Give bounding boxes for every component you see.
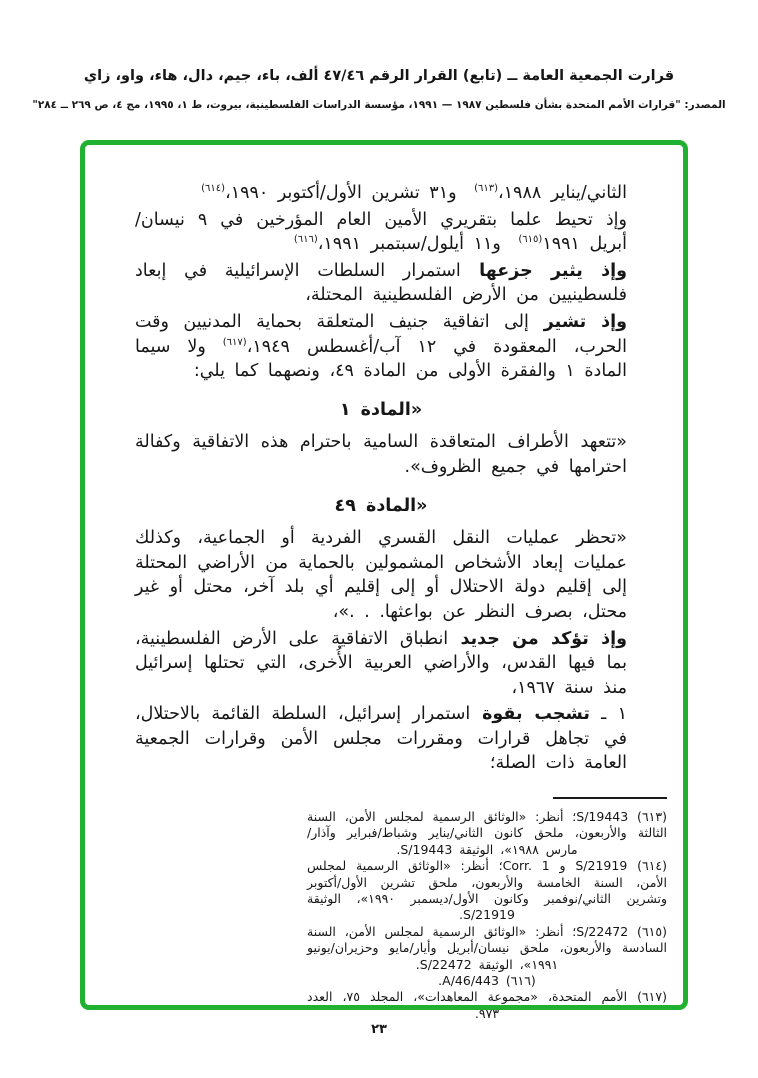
page-header-source: المصدر: "قرارات الأمم المتحدة بشأن فلسطين ١٩٨٧ — ١٩٩١، مؤسسة الدراسات الفلسطينية، بيروت، ط ١، ١٩٩٥، مج ٤، ص ٢٦٩ ــ ٢٨٤" — [32, 99, 726, 111]
footnote — [307, 809, 667, 858]
text-segment: انطباق الاتفاقية على الأرض الفلسطينية، بما فيها القدس، والأراضي العربية الأُخرى، التي تحتلها إسرائيل منذ سنة ١٩٦٧، — [135, 628, 627, 698]
text-segment: A/46/443. — [438, 973, 499, 989]
text-segment: «المادة ٤٩ — [334, 495, 428, 516]
footnote-separator — [553, 797, 667, 799]
text-segment: وإذ يثير جزعها — [460, 260, 627, 281]
footnote — [307, 924, 667, 973]
body-paragraph — [135, 627, 627, 701]
section-heading — [135, 398, 627, 423]
text-segment: و١١ أيلول/سبتمبر ١٩٩١، — [317, 234, 519, 255]
text-segment: S/19443؛ أنظر: «الوثائق الرسمية لمجلس الأمن، السنة الثالثة والأربعون، ملحق كانون الثاني/يناير وشباط/فبراير وآذار/مارس ١٩٨٨»، الوثيقة S/19443. — [307, 809, 667, 857]
footnote-reference: (٦١٦) — [293, 234, 318, 246]
footnote — [307, 973, 667, 989]
body-paragraph — [135, 430, 627, 479]
text-segment: وإذ تؤكد من جديد — [448, 628, 627, 649]
text-segment: S/22472؛ أنظر: «الوثائق الرسمية لمجلس الأمن، السنة السادسة والأربعون، ملحق نيسان/أبريل وأيار/مايو وحزيران/يونيو ١٩٩١»، الوثيقة S/22472. — [307, 923, 667, 972]
footnote-reference: (٦١٧) — [222, 336, 247, 348]
body-paragraph — [135, 526, 627, 624]
body-paragraph — [135, 208, 627, 257]
section-heading — [135, 494, 627, 519]
text-segment: و٣١ تشرين الأول/أكتوبر ١٩٩٠، — [225, 183, 475, 203]
footnote — [307, 989, 667, 1022]
text-segment: الأمم المتحدة، «مجموعة المعاهدات»، المجلد ٧٥، العدد ٩٧٣. — [307, 989, 628, 1021]
green-frame — [80, 140, 688, 1021]
footnote — [307, 858, 667, 924]
text-segment: وإذ تحيط علما بتقريري الأمين العام المؤرخين في ٩ نيسان/أبريل ١٩٩١ — [135, 209, 627, 255]
text-segment: ١ ـ — [589, 704, 627, 725]
text-segment: ولا سيما المادة ١ والفقرة الأولى من المادة ٤٩، ونصهما كما يلي: — [135, 336, 627, 382]
body-paragraph — [135, 702, 627, 776]
text-segment: «المادة ١ — [339, 399, 423, 420]
text-segment: S/21919 و Corr. 1؛ أنظر: «الوثائق الرسمية لمجلس الأمن، السنة الخامسة والأربعون، ملحق تشرين الأول/أكتوبر وتشرين الثاني/نوفمبر وكانون الأول/ديسمبر ١٩٩٠»، الوثيقة S/21919. — [307, 858, 668, 923]
text-segment: تشجب بقوة — [470, 704, 590, 725]
text-segment: وإذ تشير — [528, 311, 628, 332]
text-segment: استمرار إسرائيل، السلطة القائمة بالاحتلال، في تجاهل قرارات ومقررات مجلس الأمن وقرارات الجمعية العامة ذات الصلة؛ — [135, 704, 627, 774]
page-number: ٢٣ — [371, 1022, 387, 1037]
text-segment: «تتعهد الأطراف المتعاقدة السامية باحترام هذه الاتفاقية وكفالة احترامها في جميع الظروف». — [135, 432, 627, 477]
footnote-reference: (٦١٥) — [518, 234, 543, 246]
body-paragraph — [135, 259, 627, 308]
footnote-marker: (٦١٧) — [627, 989, 667, 1005]
footnote-reference: (٦١٤) — [201, 183, 226, 195]
text-segment: إلى اتفاقية جنيف المتعلقة بحماية المدنيين وقت الحرب، المعقودة في ١٢ آب/أغسطس ١٩٤٩، — [135, 311, 627, 357]
text-segment: «تحظر عمليات النقل القسري الفردية أو الجماعية، وكذلك عمليات إبعاد الأشخاص المشمولين بالحماية من الأراضي المحتلة إلى إقليم دولة الاحتلال أو إلى إقليم أي بلد آخر، محتل أو غير محتل، بصرف النظر عن بواعثها. . .»، — [135, 528, 627, 622]
resolution-body — [135, 181, 627, 778]
footnote-marker: (٦١٦) — [498, 973, 536, 989]
page-header-title: قرارت الجمعية العامة ــ (تابع) القرار الرقم ٤٧/٤٦ ألف، باء، جيم، دال، هاء، واو، زاي — [83, 68, 675, 84]
footnote-marker: (٦١٤) — [627, 858, 668, 874]
footnote-reference: (٦١٣) — [474, 183, 498, 195]
body-paragraph — [135, 310, 627, 384]
footnotes-list — [307, 809, 667, 1022]
footnote-marker: (٦١٥) — [628, 923, 667, 939]
footnote-marker: (٦١٣) — [628, 809, 667, 824]
body-paragraph — [135, 181, 627, 206]
text-segment: استمرار السلطات الإسرائيلية في إبعاد فلسطينيين من الأرض الفلسطينية المحتلة، — [135, 260, 627, 306]
text-segment: الثاني/يناير ١٩٨٨، — [498, 183, 627, 203]
